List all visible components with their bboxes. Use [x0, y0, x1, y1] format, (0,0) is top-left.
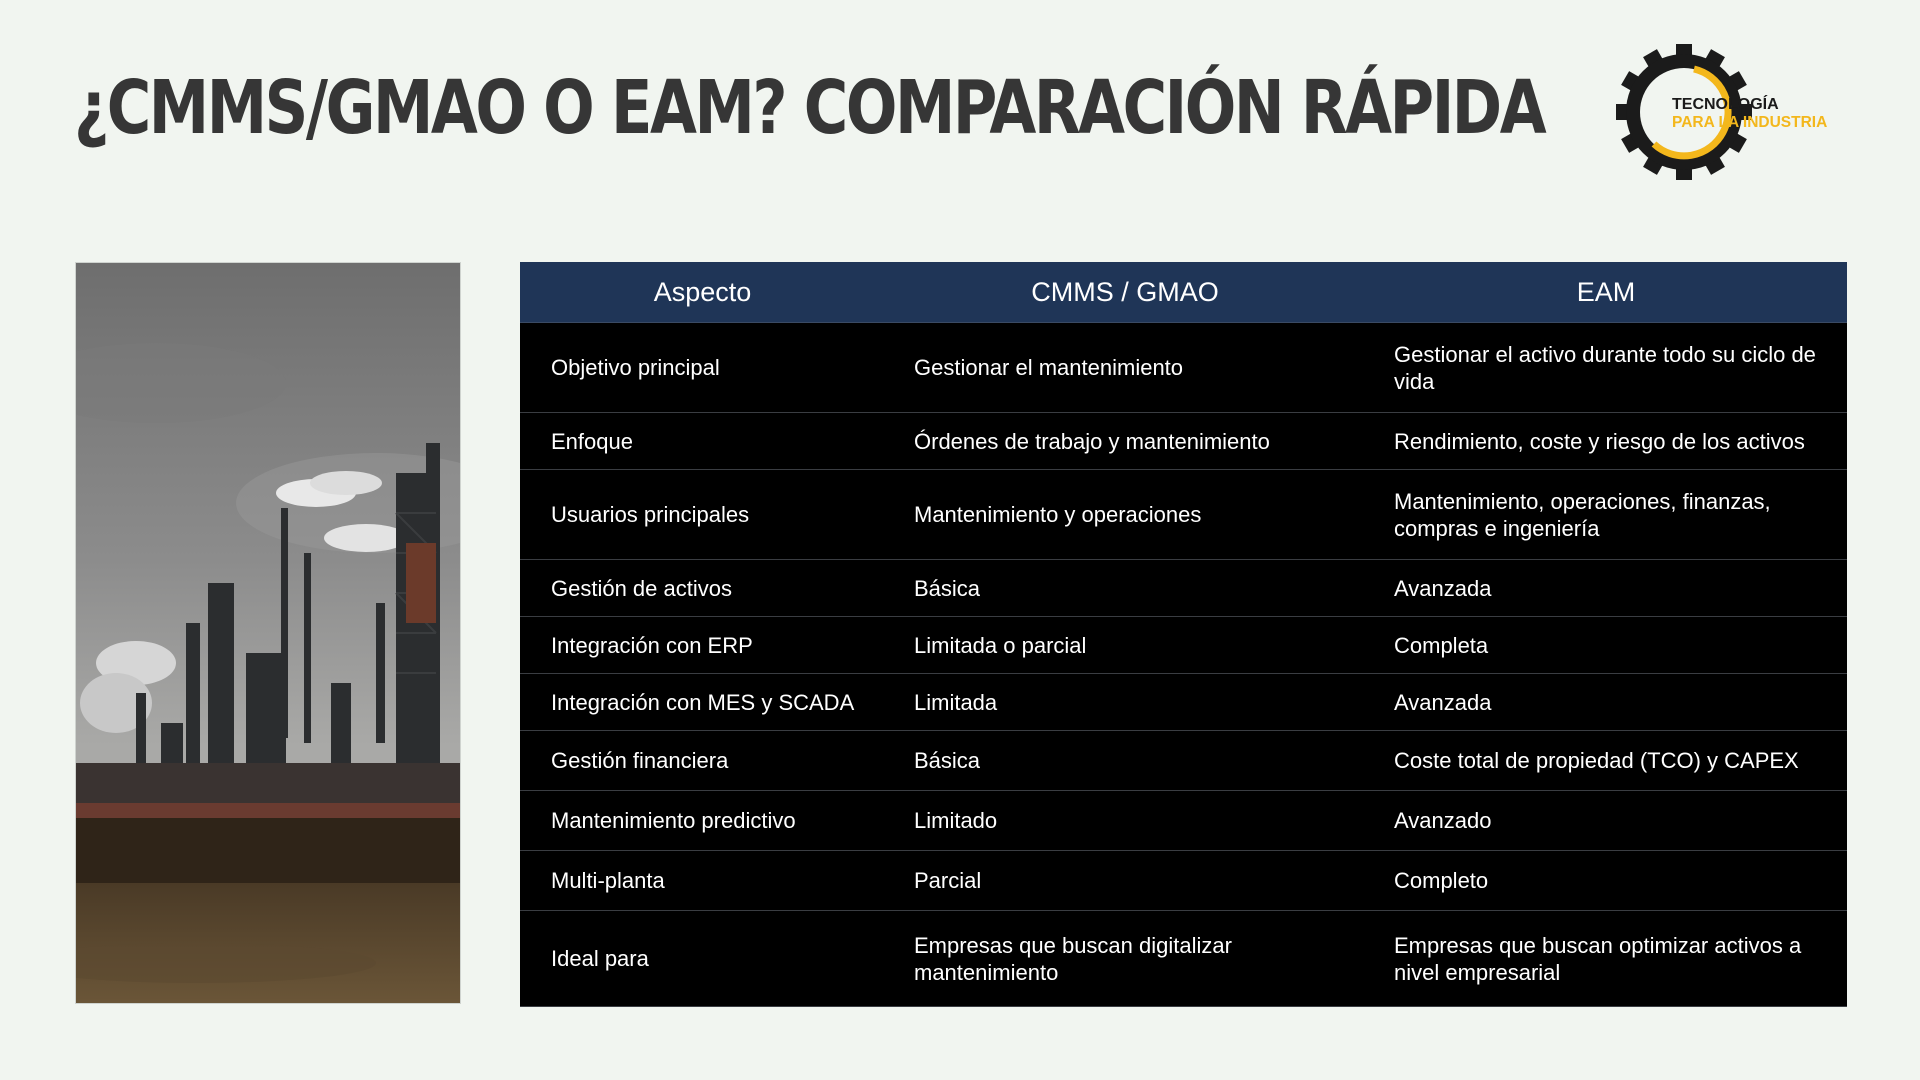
- table-row: [520, 674, 1847, 731]
- header-eam: EAM: [1365, 262, 1847, 323]
- table-cell: Básica: [885, 560, 1365, 617]
- logo-text-line1: TECNOLOGÍA: [1672, 96, 1779, 113]
- table-row: [520, 791, 1847, 851]
- table-cell: Limitada o parcial: [885, 617, 1365, 674]
- table-cell: Órdenes de trabajo y mantenimiento: [885, 413, 1365, 470]
- table-cell: Integración con MES y SCADA: [520, 674, 885, 731]
- page-title: ¿CMMS/GMAO O EAM? COMPARACIÓN RÁPIDA: [74, 65, 1545, 151]
- table-cell: Gestionar el mantenimiento: [885, 323, 1365, 413]
- table-cell: Objetivo principal: [520, 323, 885, 413]
- table-cell: Empresas que buscan digitalizar mantenimiento: [885, 911, 1365, 1007]
- table-cell: Mantenimiento, operaciones, finanzas, compras e ingeniería: [1365, 470, 1847, 560]
- table-cell: Enfoque: [520, 413, 885, 470]
- table-cell: Ideal para: [520, 911, 885, 1007]
- table-row: [520, 911, 1847, 1007]
- table-cell: Limitado: [885, 791, 1365, 851]
- table-row: [520, 617, 1847, 674]
- table-row: [520, 560, 1847, 617]
- table-cell: Empresas que buscan optimizar activos a nivel empresarial: [1365, 911, 1847, 1007]
- table-cell: Completa: [1365, 617, 1847, 674]
- header-cmms: CMMS / GMAO: [885, 262, 1365, 323]
- comparison-table: [520, 262, 1847, 1007]
- table-row: [520, 851, 1847, 911]
- table-cell: Avanzado: [1365, 791, 1847, 851]
- table-row: [520, 731, 1847, 791]
- table-cell: Coste total de propiedad (TCO) y CAPEX: [1365, 731, 1847, 791]
- table-cell: Avanzada: [1365, 560, 1847, 617]
- table-cell: Limitada: [885, 674, 1365, 731]
- table-cell: Avanzada: [1365, 674, 1847, 731]
- table-cell: Gestionar el activo durante todo su ciclo de vida: [1365, 323, 1847, 413]
- table-row: [520, 413, 1847, 470]
- table-row: [520, 470, 1847, 560]
- refinery-photo: [75, 262, 461, 1004]
- table-cell: Parcial: [885, 851, 1365, 911]
- table-cell: Rendimiento, coste y riesgo de los activos: [1365, 413, 1847, 470]
- table-cell: Mantenimiento predictivo: [520, 791, 885, 851]
- table-cell: Multi-planta: [520, 851, 885, 911]
- table-cell: Mantenimiento y operaciones: [885, 470, 1365, 560]
- logo-text-line2: PARA LA INDUSTRIA: [1672, 114, 1828, 131]
- table-row: [520, 323, 1847, 413]
- table-cell: Completo: [1365, 851, 1847, 911]
- table-header-row: [520, 262, 1847, 323]
- table-cell: Gestión financiera: [520, 731, 885, 791]
- table-cell: Gestión de activos: [520, 560, 885, 617]
- table-cell: Integración con ERP: [520, 617, 885, 674]
- table-cell: Básica: [885, 731, 1365, 791]
- table-cell: Usuarios principales: [520, 470, 885, 560]
- header-aspecto: Aspecto: [520, 262, 885, 323]
- company-logo: [1612, 40, 1852, 185]
